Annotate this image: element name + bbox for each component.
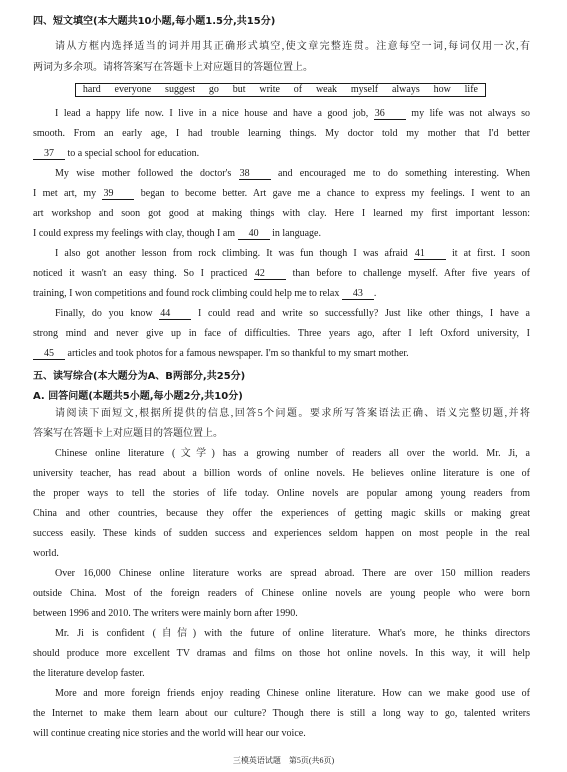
blank-45: 45: [33, 349, 65, 360]
blank-43: 43: [342, 289, 374, 300]
reading-line: China and other countries, because they offer the experiences of getting magic skills or making great: [33, 508, 530, 519]
passage-line: [33, 187, 530, 200]
passage-text: than before to challenge myself. After five years of: [292, 268, 531, 279]
passage-line: smooth. From an early age, I had trouble learning things. My doctor told my mother that I'd better: [33, 128, 530, 139]
passage-text: I met art, my: [33, 188, 97, 199]
passage-line: strong mind and never give up in face of difficulties. Three years ago, after I left Oxford university, I: [33, 328, 530, 339]
passage-line: [55, 247, 530, 260]
reading-line: university teacher, has read about a billion words of online novels. He believes online literature is one of: [33, 468, 530, 479]
blank-40: 40: [238, 229, 270, 240]
section4-instructions-line1: 请从方框内选择适当的词并用其正确形式填空,使文章完整连贯。注意每空一词,每词仅用一次,有: [55, 41, 530, 52]
passage-text: I could express my feelings with clay, though I am: [33, 228, 236, 239]
blank-41: 41: [414, 249, 446, 260]
page-footer: 三模英语试题 第5页(共6页): [232, 756, 335, 765]
reading-line: between 1996 and 2010. The writers were mainly born after 1990.: [33, 608, 298, 619]
passage-line: [55, 307, 530, 320]
reading-line: Over 16,000 Chinese online literature works are spread abroad. There are over 150 million readers: [55, 568, 530, 579]
word-box-item: how: [433, 84, 451, 95]
word-box-item: weak: [315, 84, 338, 95]
blank-39: 39: [102, 189, 134, 200]
passage-line: [55, 107, 530, 120]
reading-line: Mr. Ji is confident (自信) with the future of online literature. What's more, he thinks directors: [55, 628, 530, 639]
passage-text: I could read and write so successfully? Just like other things, I have a: [198, 308, 530, 319]
passage-text: I also got another lesson from rock climbing. It was fun though I was afraid: [55, 248, 408, 259]
blank-37: 37: [33, 149, 65, 160]
passage-text: it at first. I soon: [452, 248, 531, 259]
word-box-item: everyone: [114, 84, 152, 95]
blank-38: 38: [239, 169, 271, 180]
passage-text: my life was not always so: [411, 108, 531, 119]
passage-text: in language.: [272, 228, 321, 239]
passage-text: training, I won competitions and found rock climbing could help me to relax: [33, 288, 340, 299]
section5-title: 五、读写综合(本大题分为A、B两部分,共25分): [33, 371, 246, 382]
passage-line: [33, 147, 530, 160]
section5-instructions-line2: 答案写在答题卡上对应题目的答题位置上。: [33, 428, 223, 439]
reading-line: the Internet to make them learn about our culture? Though there is still a long way to go, talented writers: [33, 708, 530, 719]
passage-text: and encouraged me to do something interesting. When: [278, 168, 531, 179]
passage-text: to a special school for education.: [67, 148, 200, 159]
word-box: [75, 83, 486, 97]
passage-text: Finally, do you know: [55, 308, 153, 319]
word-box-item: always: [391, 84, 420, 95]
passage-line: art workshop and soon got good at making things with clay. Here I learned my first important lesson:: [33, 208, 530, 219]
reading-line: the literature develop faster.: [33, 668, 145, 679]
word-box-item: hard: [82, 84, 101, 95]
blank-44: 44: [159, 309, 191, 320]
reading-line: outside China. Most of the foreign readers of Chinese online novels are young people who were born: [33, 588, 530, 599]
blank-36: 36: [374, 109, 406, 120]
word-box-item: but: [232, 84, 246, 95]
passage-text: articles and took photos for a famous newspaper. I'm so thankful to my smart mother.: [67, 348, 409, 359]
reading-line: should produce more excellent TV dramas and films on those hot online novels. In this way, it will help: [33, 648, 530, 659]
reading-line: Chinese online literature (文学) has a growing number of readers all over the world. Mr. Ji, a: [55, 448, 530, 459]
reading-line: More and more foreign friends enjoy reading Chinese online literature. How can we make good use of: [55, 688, 530, 699]
part-a-title: A. 回答问题(本题共5小题,每小题2分,共10分): [33, 391, 243, 402]
word-box-item: life: [464, 84, 478, 95]
word-box-item: of: [293, 84, 303, 95]
passage-text: My wise mother followed the doctor's: [55, 168, 232, 179]
word-box-item: write: [259, 84, 280, 95]
passage-text: .: [373, 288, 377, 299]
blank-42: 42: [254, 269, 286, 280]
passage-line: [33, 347, 530, 360]
reading-line: world.: [33, 548, 59, 559]
word-box-item: myself: [350, 84, 379, 95]
section4-instructions-line2: 两词为多余项。请将答案写在答题卡上对应题目的答题位置上。: [33, 62, 313, 73]
section5-instructions-line1: 请阅读下面短文,根据所提供的信息,回答5个问题。要求所写答案语法正确、语义完整切题,并将: [55, 408, 530, 419]
section4-title: 四、短文填空(本大题共10小题,每小题1.5分,共15分): [33, 16, 276, 27]
word-box-item: suggest: [165, 84, 196, 95]
passage-line: [55, 167, 530, 180]
reading-line: will continue creating nice stories and the world will hear our voice.: [33, 728, 306, 739]
reading-line: the proper ways to tell the stories of life today. Online novels are popular among young readers from: [33, 488, 530, 499]
passage-line: [33, 287, 530, 300]
passage-text: I lead a happy life now. I live in a nice house and have a good job,: [55, 108, 369, 119]
reading-line: success easily. These kinds of sudden success and experiences seldom happen on most people in the real: [33, 528, 530, 539]
passage-text: began to become better. Art gave me a chance to express my feelings. I went to an: [140, 188, 531, 199]
word-box-item: go: [208, 84, 219, 95]
passage-text: noticed it wasn't an easy thing. So I practiced: [33, 268, 248, 279]
passage-line: [33, 267, 530, 280]
passage-line: [33, 227, 530, 240]
